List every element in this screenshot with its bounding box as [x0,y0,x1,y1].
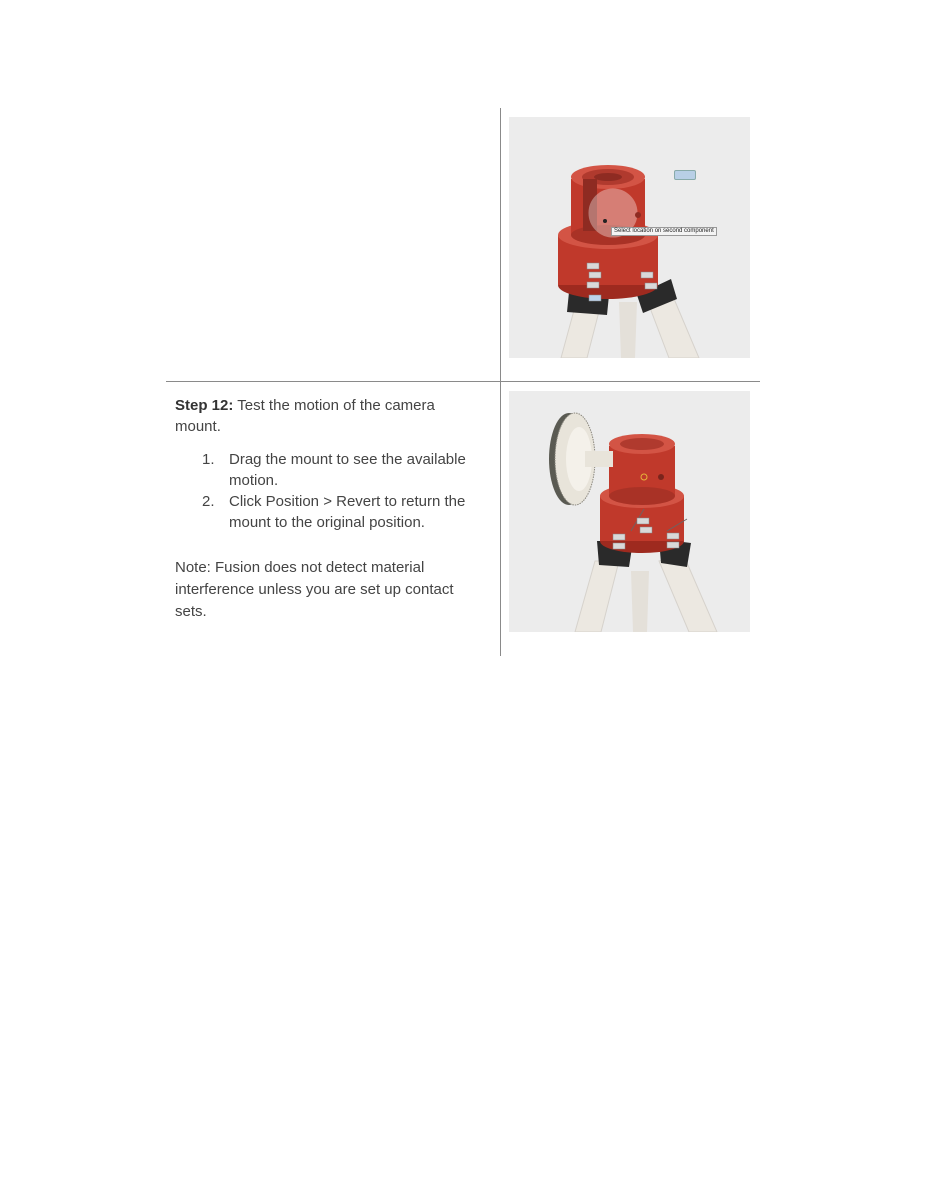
table-vertical-divider-top [500,108,501,381]
list-item-number: 1. [202,451,215,468]
note-text: Note: Fusion does not detect material interference unless you are set up contact sets. [175,559,454,620]
table-vertical-divider-bottom [500,382,501,656]
view-dropdown-pill [674,170,696,180]
camera-mount-render-bottom [509,391,750,632]
figure-joint-selection [509,117,750,358]
camera-mount-render-top [509,117,750,358]
list-item [175,491,480,533]
selection-tooltip: Select location on second component [611,227,717,236]
list-item-text: Drag the mount to see the available motion. [229,451,466,489]
step-description: Test the motion of the camera mount. [175,397,435,435]
step-heading [175,395,480,437]
step-list [175,449,480,533]
step-instructions [175,395,480,623]
step-label: Step 12: [175,397,234,414]
list-item [175,449,480,491]
figure-motion-test [509,391,750,632]
list-item-number: 2. [202,493,215,510]
list-item-text: Click Position > Revert to return the mount to the original position. [229,493,466,531]
table-row-divider [166,381,760,382]
